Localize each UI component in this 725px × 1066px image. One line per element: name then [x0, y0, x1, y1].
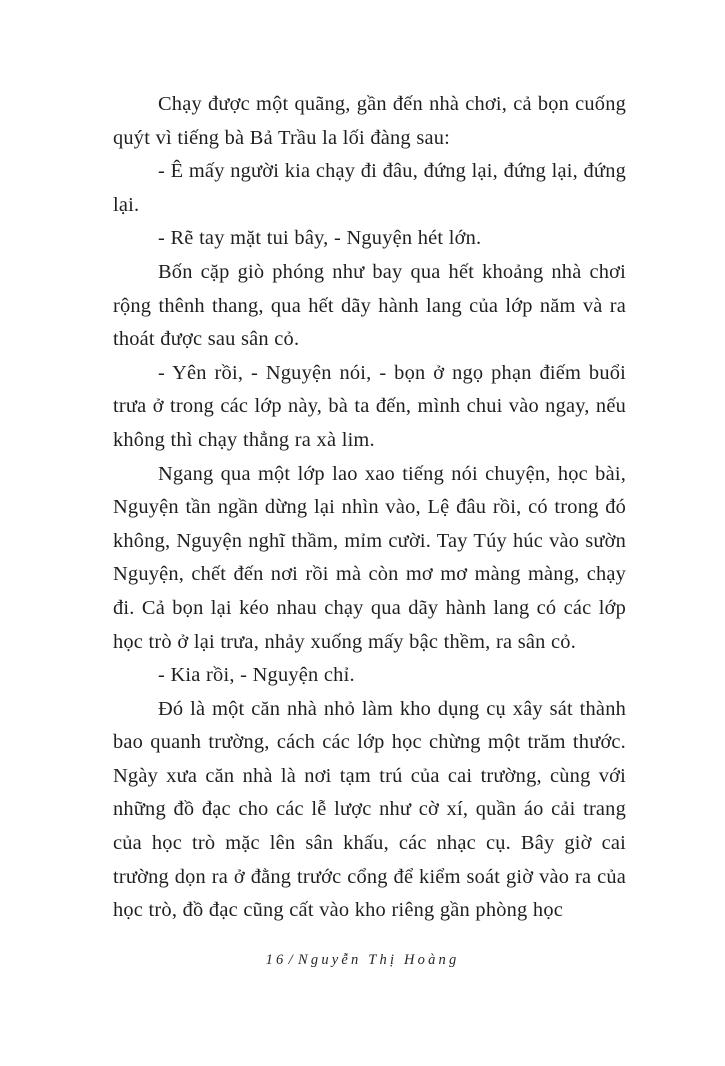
- footer-separator: /: [288, 952, 296, 968]
- paragraph: Đó là một căn nhà nhỏ làm kho dụng cụ xây sát thành bao quanh trường, cách các lớp học chừng một trăm thước. Ngày xưa căn nhà là nơi tạm trú của cai trường, cùng với những đồ đạc cho các lễ lược như cờ xí, quần áo cải trang của học trò mặc lên sân khấu, các nhạc cụ. Bây giờ cai trường dọn ra ở đằng trước cổng để kiểm soát giờ vào ra của học trò, đồ đạc cũng cất vào kho riêng gần phòng học: [113, 697, 626, 922]
- paragraph: - Ê mấy người kia chạy đi đâu, đứng lại, đứng lại, đứng lại.: [113, 160, 626, 216]
- author-name: Nguyễn Thị Hoàng: [298, 952, 460, 968]
- paragraph: - Yên rồi, - Nguyện nói, - bọn ở ngọ phạn điếm buổi trưa ở trong các lớp này, bà ta đến, mình chui vào ngay, nếu không thì chạy thẳng ra xà lim.: [113, 361, 626, 451]
- page-number: 16: [265, 952, 287, 968]
- page-footer: [0, 952, 725, 969]
- paragraph: Bốn cặp giò phóng như bay qua hết khoảng nhà chơi rộng thênh thang, qua hết dãy hành lang của lớp năm và ra thoát được sau sân cỏ.: [113, 260, 626, 351]
- paragraph: - Rẽ tay mặt tui bây, - Nguyện hét lớn.: [158, 227, 482, 250]
- body-text-column: [113, 88, 626, 928]
- paragraph: - Kia rồi, - Nguyện chỉ.: [158, 664, 355, 687]
- paragraph: Chạy được một quãng, gần đến nhà chơi, cả bọn cuống quýt vì tiếng bà Bả Trầu la lối đàng sau:: [113, 93, 626, 149]
- paragraph: Ngang qua một lớp lao xao tiếng nói chuyện, học bài, Nguyện tần ngần dừng lại nhìn vào, Lệ đâu rồi, có trong đó không, Nguyện nghĩ thầm, mỉm cười. Tay Túy húc vào sườn Nguyện, chết đến nơi rồi mà còn mơ mơ màng màng, chạy đi. Cả bọn lại kéo nhau chạy qua dãy hành lang có các lớp học trò ở lại trưa, nhảy xuống mấy bậc thềm, ra sân cỏ.: [113, 462, 626, 653]
